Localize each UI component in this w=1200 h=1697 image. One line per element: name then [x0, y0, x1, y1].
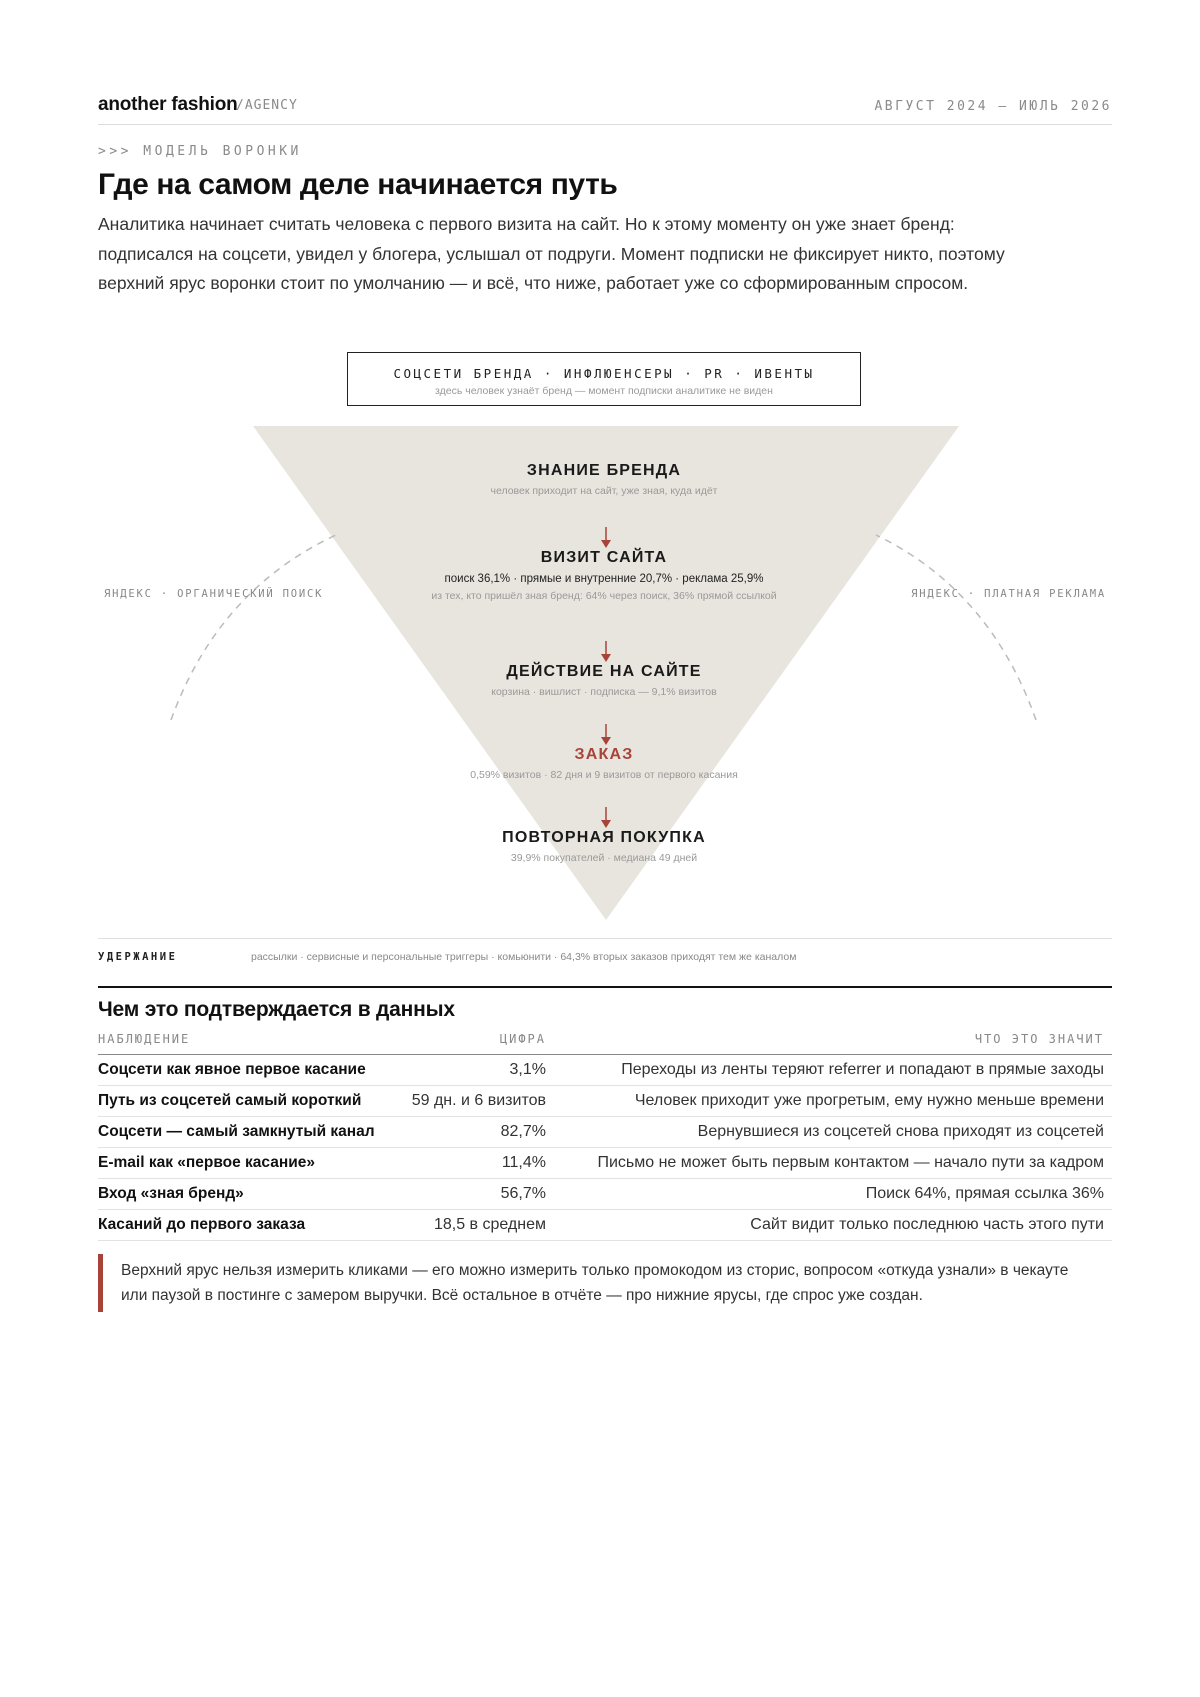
section-divider [98, 986, 1112, 988]
stage-title: ВИЗИТ САЙТА [540, 549, 668, 566]
retention-label: УДЕРЖАНИЕ [98, 951, 178, 963]
cell-observation: Касаний до первого заказа [98, 1210, 406, 1241]
cell-figure: 56,7% [406, 1179, 554, 1210]
callout-note [98, 1254, 1112, 1312]
paid-ads-label: ЯНДЕКС · ПЛАТНАЯ РЕКЛАМА [911, 588, 1106, 600]
stage-metric: поиск 36,1% · прямые и внутренние 20,7% · реклама 25,9% [444, 573, 764, 585]
cell-meaning: Сайт видит только последнюю часть этого пути [554, 1210, 1112, 1241]
stage-order [304, 746, 904, 781]
table-row [98, 1210, 1112, 1241]
stage-note: корзина · вишлист · подписка — 9,1% визитов [491, 686, 717, 698]
cell-meaning: Письмо не может быть первым контактом — начало пути за кадром [554, 1148, 1112, 1179]
table-header-row [98, 1024, 1112, 1055]
lead-paragraph: Аналитика начинает считать человека с первого визита на сайт. Но к этому моменту он уже знает бренд: подписался на соцсети, увидел у блогера, услышал от подруги. Момент подписки не фиксирует никто, поэтому верхний ярус воронки стоит по умолчанию — и всё, что ниже, работает уже со сформированным спросом. [98, 214, 1005, 293]
cell-observation: Соцсети — самый замкнутый канал [98, 1117, 406, 1148]
stage-site-visit [304, 549, 904, 602]
organic-search-label: ЯНДЕКС · ОРГАНИЧЕСКИЙ ПОИСК [104, 588, 324, 600]
stage-title: ПОВТОРНАЯ ПОКУПКА [502, 829, 706, 846]
brand-logo: another fashion [98, 94, 238, 115]
stage-site-action [304, 663, 904, 698]
col-meaning: ЧТО ЭТО ЗНАЧИТ [554, 1024, 1112, 1055]
retention-row [98, 938, 1112, 973]
stage-note: из тех, кто пришёл зная бренд: 64% через поиск, 36% прямой ссылкой [431, 590, 777, 602]
awareness-sources-note: здесь человек узнаёт бренд — момент подписки аналитике не виден [435, 385, 773, 397]
stage-title: ЗНАНИЕ БРЕНДА [526, 462, 682, 479]
cell-figure: 3,1% [406, 1055, 554, 1086]
evidence-table [98, 1024, 1112, 1241]
table-row [98, 1179, 1112, 1210]
stage-note: 39,9% покупателей · медиана 49 дней [510, 852, 698, 864]
awareness-sources-title: СОЦСЕТИ БРЕНДА · ИНФЛЮЕНСЕРЫ · PR · ИВЕНТЫ [393, 366, 815, 381]
cell-meaning: Переходы из ленты теряют referrer и попадают в прямые заходы [554, 1055, 1112, 1086]
table-row [98, 1055, 1112, 1086]
stage-brand-awareness [304, 462, 904, 497]
callout-text: Верхний ярус нельзя измерить кликами — его можно измерить только промокодом из сторис, вопросом «откуда узнали» в чекауте или паузой в постинге с замером выручки. Всё остальное в отчёте — про нижние ярусы, где спрос уже создан. [121, 1262, 1069, 1304]
cell-observation: Вход «зная бренд» [98, 1179, 406, 1210]
cell-observation: Путь из соцсетей самый короткий [98, 1086, 406, 1117]
agency-label: /AGENCY [236, 98, 298, 113]
report-period: АВГУСТ 2024 — ИЮЛЬ 2026 [874, 99, 1112, 114]
stage-title: ЗАКАЗ [574, 746, 634, 763]
cell-meaning: Вернувшиеся из соцсетей снова приходят из соцсетей [554, 1117, 1112, 1148]
stage-note: человек приходит на сайт, уже зная, куда идёт [490, 485, 718, 497]
awareness-sources-box [347, 352, 861, 406]
retention-text: рассылки · сервисные и персональные триггеры · комьюнити · 64,3% вторых заказов приходят тем же каналом [251, 951, 797, 963]
page-title: Где на самом деле начинается путь [98, 168, 618, 201]
cell-figure: 59 дн. и 6 визитов [406, 1086, 554, 1117]
col-figure: ЦИФРА [406, 1024, 554, 1055]
table-row [98, 1117, 1112, 1148]
header [98, 92, 1112, 125]
page [98, 0, 1112, 1697]
cell-observation: Соцсети как явное первое касание [98, 1055, 406, 1086]
table-row [98, 1086, 1112, 1117]
cell-figure: 11,4% [406, 1148, 554, 1179]
stage-title: ДЕЙСТВИЕ НА САЙТЕ [506, 663, 702, 680]
cell-observation: E-mail как «первое касание» [98, 1148, 406, 1179]
table-row [98, 1148, 1112, 1179]
data-section-title: Чем это подтверждается в данных [98, 998, 455, 1021]
stage-note: 0,59% визитов · 82 дня и 9 визитов от первого касания [470, 769, 738, 781]
section-kicker: >>> МОДЕЛЬ ВОРОНКИ [98, 144, 302, 159]
cell-figure: 18,5 в среднем [406, 1210, 554, 1241]
cell-meaning: Человек приходит уже прогретым, ему нужно меньше времени [554, 1086, 1112, 1117]
stage-repeat-purchase [304, 829, 904, 864]
cell-meaning: Поиск 64%, прямая ссылка 36% [554, 1179, 1112, 1210]
cell-figure: 82,7% [406, 1117, 554, 1148]
col-observation: НАБЛЮДЕНИЕ [98, 1024, 406, 1055]
